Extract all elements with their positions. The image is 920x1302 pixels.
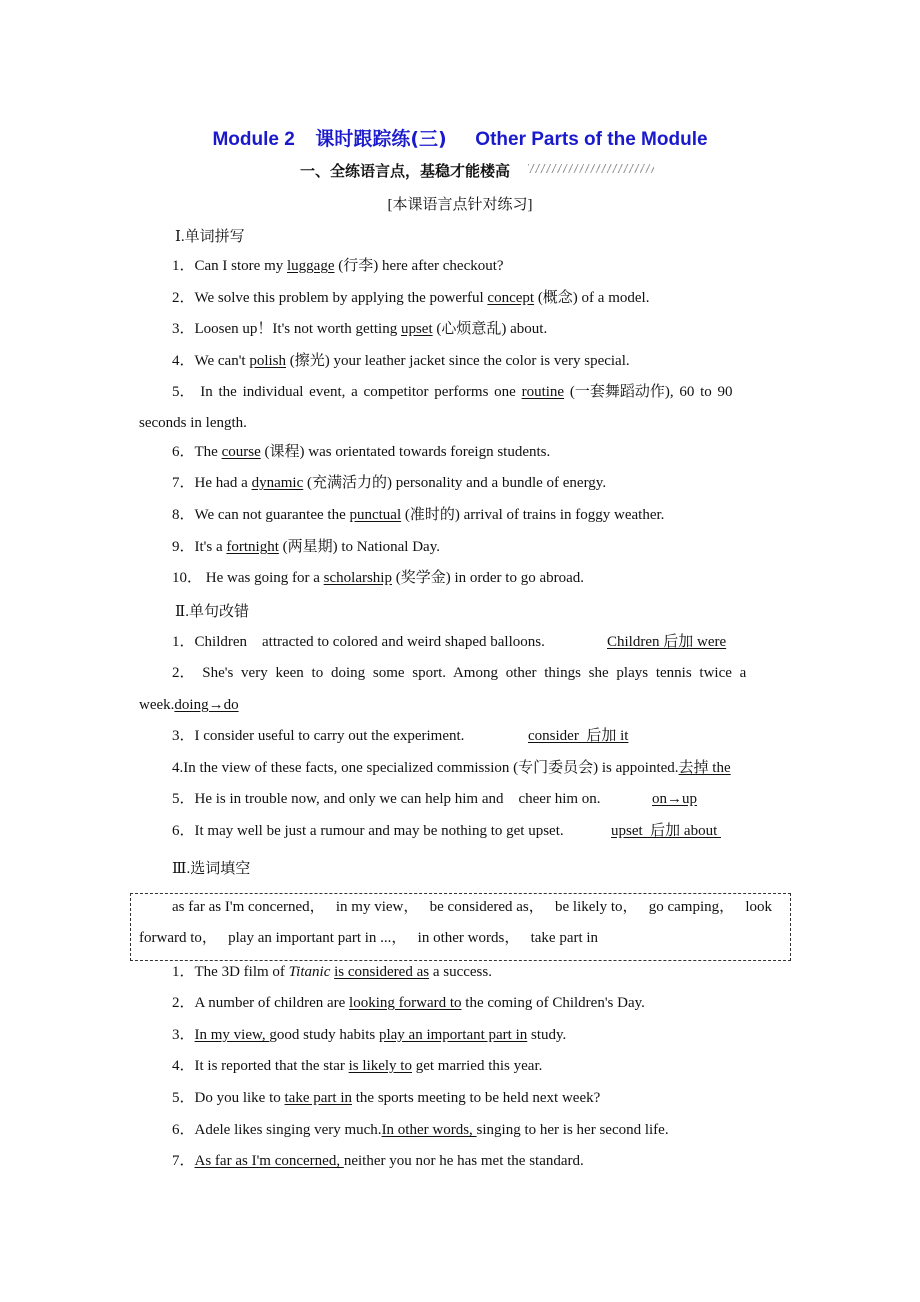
list-item: 3．I consider useful to carry out the experiment. xyxy=(172,728,465,744)
list-item: 2．A number of children are looking forward to the coming of Children's Day. xyxy=(172,995,645,1011)
section2-heading: Ⅱ.单句改错 xyxy=(175,604,249,620)
list-item: 2．We solve this problem by applying the powerful concept (概念) of a model. xyxy=(172,290,650,306)
module-label: Module 2 xyxy=(212,129,295,150)
answer: punctual xyxy=(349,507,402,523)
answer: is likely to xyxy=(348,1058,412,1074)
title-en: Other Parts of the Module xyxy=(475,129,708,150)
list-item: 5． In the individual event, a competitor performs one routine (一套舞蹈动作), 60 to 90 xyxy=(172,384,733,400)
answer: concept xyxy=(487,290,535,306)
list-item: 6．It may well be just a rumour and may be nothing to get upset. xyxy=(172,823,564,839)
subtitle: 一、全练语言点，基稳才能楼高 xyxy=(300,162,511,180)
answer: upset 后加 about xyxy=(611,823,721,839)
answer: looking forward to xyxy=(349,995,462,1011)
answer: upset xyxy=(400,321,433,337)
answer: consider 后加 it xyxy=(528,728,629,744)
answer: doing→do xyxy=(174,697,239,713)
word-bank-line-1: as far as I'm concerned， in my view， be considered as， be likely to， go camping， look xyxy=(172,899,773,915)
list-item: 7．He had a dynamic (充满活力的) personality and a bundle of energy. xyxy=(172,475,607,491)
section3-heading: Ⅲ.选词填空 xyxy=(172,861,251,877)
list-item: 6．Adele likes singing very much.In other words, singing to her is her second life. xyxy=(172,1122,669,1138)
list-item: 4．It is reported that the star is likely to get married this year. xyxy=(172,1058,543,1074)
list-item: 1．Children attracted to colored and weird shaped balloons. xyxy=(172,634,545,650)
section1-heading: Ⅰ.单词拼写 xyxy=(175,229,245,245)
list-item: 7．As far as I'm concerned, neither you nor he has met the standard. xyxy=(172,1153,584,1169)
word-bank-line-2: forward to， play an important part in ...， in other words， take part in xyxy=(139,930,599,946)
list-item: 3．Loosen up！It's not worth getting upset (心烦意乱) about. xyxy=(172,321,548,337)
answer: fortnight xyxy=(226,539,279,555)
list-item: 10． He was going for a scholarship (奖学金) in order to go abroad. xyxy=(172,570,585,586)
answer: 去掉 the xyxy=(678,760,731,776)
answer: In other words, xyxy=(381,1122,477,1138)
answer: course xyxy=(221,444,261,460)
answer: on→up xyxy=(652,791,697,807)
list-item: 6．The course (课程) was orientated towards foreign students. xyxy=(172,444,551,460)
answer: take part in xyxy=(284,1090,352,1106)
answer: dynamic xyxy=(251,475,304,491)
section-note: [本课语言点针对练习] xyxy=(387,197,533,213)
list-item: 1．Can I store my luggage (行李) here after checkout? xyxy=(172,258,504,274)
decorative-hatch xyxy=(528,164,654,173)
list-item: 1．The 3D film of Titanic is considered as a success. xyxy=(172,964,492,980)
title-cn: 课时跟踪练(三) xyxy=(315,128,447,150)
answer: scholarship xyxy=(323,570,392,586)
list-item: 5．Do you like to take part in the sports meeting to be held next week? xyxy=(172,1090,601,1106)
list-item: 9．It's a fortnight (两星期) to National Day. xyxy=(172,539,440,555)
list-item: 3．In my view, good study habits play an important part in study. xyxy=(172,1027,567,1043)
list-item: 8．We can not guarantee the punctual (准时的) arrival of trains in foggy weather. xyxy=(172,507,665,523)
answer: is considered as xyxy=(334,964,430,980)
page-title xyxy=(0,124,920,151)
list-item-cont: seconds in length. xyxy=(139,415,247,431)
list-item: 4.In the view of these facts, one specialized commission (专门委员会) is appointed.去掉 the xyxy=(172,760,731,776)
list-item: 4．We can't polish (擦光) your leather jacket since the color is very special. xyxy=(172,353,630,369)
list-item-cont: week.doing→do xyxy=(139,697,239,713)
list-item: 2． She's very keen to doing some sport. Among other things she plays tennis twice a xyxy=(172,665,747,681)
list-item: 5．He is in trouble now, and only we can help him and cheer him on. xyxy=(172,791,601,807)
answer: routine xyxy=(521,384,565,400)
answer: play an important part in xyxy=(378,1027,528,1043)
answer: As far as I'm concerned, xyxy=(194,1153,344,1169)
answer: polish xyxy=(249,353,287,369)
answer: In my view, xyxy=(194,1027,270,1043)
answer: Children 后加 were xyxy=(607,634,727,650)
answer: luggage xyxy=(287,258,335,274)
